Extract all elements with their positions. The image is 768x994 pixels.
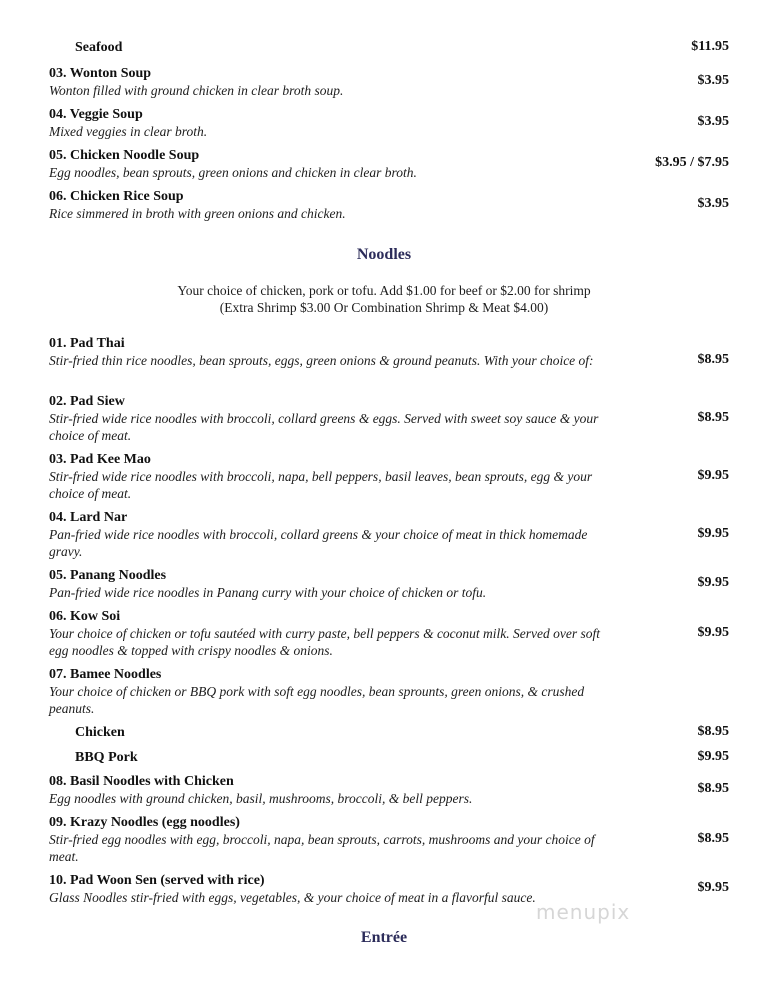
item-price: $9.95 xyxy=(697,468,729,483)
menu-item-panang-noodles xyxy=(49,567,729,601)
item-price: $8.95 xyxy=(697,724,729,739)
menu-item-veggie-soup xyxy=(49,106,729,140)
item-price: $3.95 xyxy=(697,114,729,129)
item-price: $9.95 xyxy=(697,575,729,590)
item-price: $9.95 xyxy=(697,526,729,541)
menu-item-chicken-rice-soup xyxy=(49,188,729,222)
item-description: Stir-fried wide rice noodles with broccoli, napa, bell peppers, basil leaves, bean sprouts, egg & your choice of meat. xyxy=(49,469,593,501)
menu-item-pad-thai xyxy=(49,335,729,369)
menu-subitem-bbq-pork xyxy=(75,749,729,766)
noodles-note-line-1: Your choice of chicken, pork or tofu. Add $1.00 for beef or $2.00 for shrimp xyxy=(177,283,591,298)
item-description: Stir-fried thin rice noodles, bean sprouts, eggs, green onions & ground peanuts. With your choice of: xyxy=(49,353,594,368)
item-name: Chicken xyxy=(75,725,125,740)
menu-item-pad-kee-mao xyxy=(49,451,729,502)
item-price: $11.95 xyxy=(691,39,729,54)
menu-item-lard-nar xyxy=(49,509,729,560)
item-description: Stir-fried wide rice noodles with broccoli, collard greens & eggs. Served with sweet soy sauce & your choice of meat. xyxy=(49,411,599,443)
item-price: $8.95 xyxy=(697,410,729,425)
noodles-note-line-2: (Extra Shrimp $3.00 Or Combination Shrimp & Meat $4.00) xyxy=(219,300,549,315)
item-name: BBQ Pork xyxy=(75,750,138,765)
item-price: $3.95 xyxy=(697,196,729,211)
item-description: Pan-fried wide rice noodles with broccoli, collard greens & your choice of meat in thick homemade gravy. xyxy=(49,527,588,559)
menu-item-seafood xyxy=(75,39,729,56)
item-price: $3.95 xyxy=(697,73,729,88)
item-name: 09. Krazy Noodles (egg noodles) xyxy=(49,815,240,830)
item-description: Egg noodles with ground chicken, basil, mushrooms, broccoli, & bell peppers. xyxy=(49,791,473,806)
menu-item-pad-siew xyxy=(49,393,729,444)
item-name: 04. Lard Nar xyxy=(49,510,128,525)
item-name: 01. Pad Thai xyxy=(49,336,125,351)
item-description: Your choice of chicken or tofu sautéed with curry paste, bell peppers & coconut milk. Served over soft egg noodles & topped with crispy noodles & onions. xyxy=(49,626,601,658)
item-name: Seafood xyxy=(75,40,123,55)
section-heading-noodles: Noodles xyxy=(356,246,412,263)
item-name: 05. Panang Noodles xyxy=(49,568,167,583)
item-description: Glass Noodles stir-fried with eggs, vegetables, & your choice of meat in a flavorful sauce. xyxy=(49,890,536,905)
menu-item-krazy-noodles xyxy=(49,814,729,865)
item-price: $8.95 xyxy=(697,781,729,796)
item-price: $9.95 xyxy=(697,880,729,895)
item-name: 05. Chicken Noodle Soup xyxy=(49,148,200,163)
item-description: Your choice of chicken or BBQ pork with soft egg noodles, bean sprounts, green onions, & crushed peanuts. xyxy=(49,684,585,716)
item-name: 02. Pad Siew xyxy=(49,394,125,409)
item-description: Rice simmered in broth with green onions and chicken. xyxy=(49,206,346,221)
item-name: 08. Basil Noodles with Chicken xyxy=(49,774,234,789)
item-name: 07. Bamee Noodles xyxy=(49,667,162,682)
item-name: 06. Kow Soi xyxy=(49,609,121,624)
menu-item-basil-noodles xyxy=(49,773,729,807)
section-heading-entree: Entrée xyxy=(360,929,408,946)
item-name: 04. Veggie Soup xyxy=(49,107,143,122)
item-price: $9.95 xyxy=(697,625,729,640)
item-description: Pan-fried wide rice noodles in Panang curry with your choice of chicken or tofu. xyxy=(49,585,487,600)
item-price: $3.95 / $7.95 xyxy=(655,155,729,170)
item-description: Wonton filled with ground chicken in clear broth soup. xyxy=(49,83,344,98)
item-description: Mixed veggies in clear broth. xyxy=(49,124,208,139)
menu-item-wonton-soup xyxy=(49,65,729,99)
item-price: $8.95 xyxy=(697,352,729,367)
item-name: 10. Pad Woon Sen (served with rice) xyxy=(49,873,265,888)
item-description: Egg noodles, bean sprouts, green onions and chicken in clear broth. xyxy=(49,165,417,180)
item-description: Stir-fried egg noodles with egg, broccoli, napa, bean sprouts, carrots, mushrooms and your choice of meat. xyxy=(49,832,595,864)
item-price: $9.95 xyxy=(697,749,729,764)
menu-item-bamee-noodles xyxy=(49,666,729,717)
item-name: 03. Pad Kee Mao xyxy=(49,452,151,467)
watermark-logo: menupix xyxy=(536,900,631,924)
item-name: 06. Chicken Rice Soup xyxy=(49,189,184,204)
menu-subitem-chicken xyxy=(75,724,729,741)
item-price: $8.95 xyxy=(697,831,729,846)
menu-item-kow-soi xyxy=(49,608,729,659)
menu-item-chicken-noodle-soup xyxy=(49,147,729,181)
item-name: 03. Wonton Soup xyxy=(49,66,152,81)
